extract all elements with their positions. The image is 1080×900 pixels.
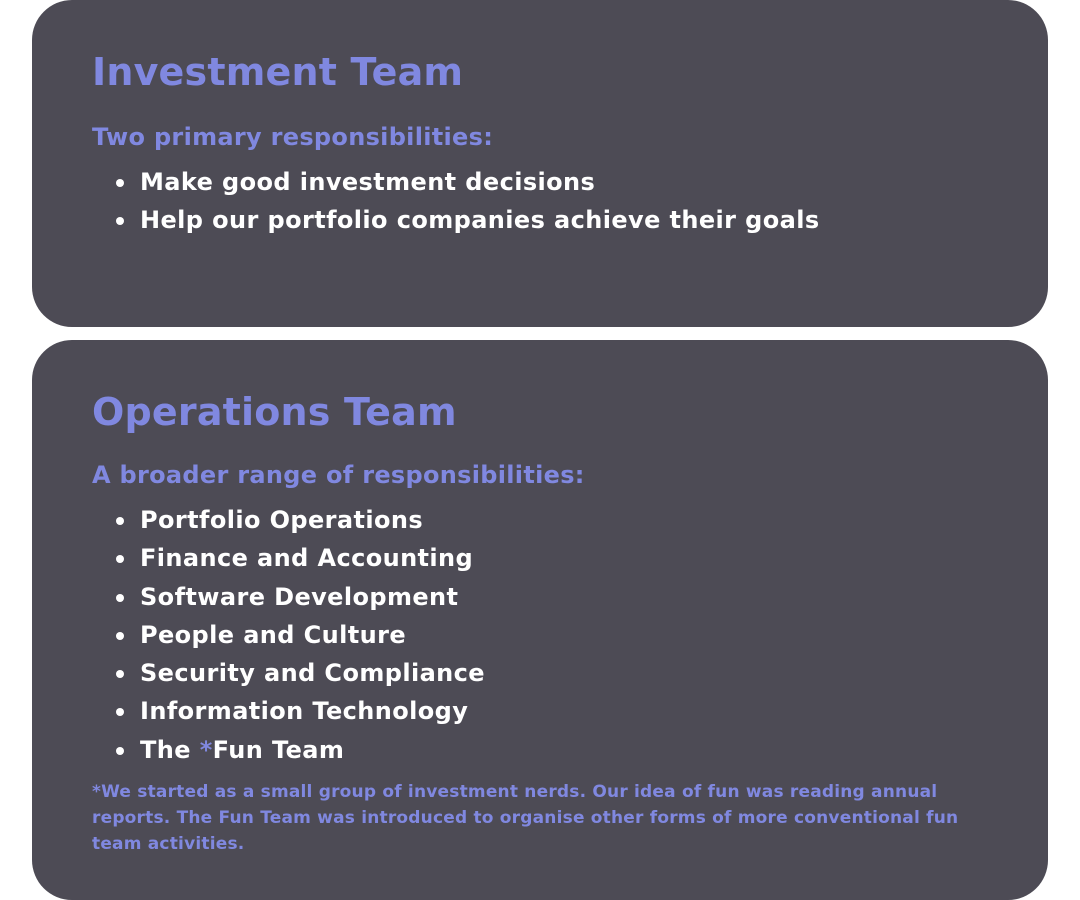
- operations-team-subtitle: A broader range of responsibilities:: [92, 461, 585, 489]
- investment-team-card: [32, 0, 1048, 327]
- bullet-icon: [116, 517, 124, 525]
- list-item: [92, 578, 988, 616]
- bullet-icon: [116, 632, 124, 640]
- fun-team-item: [92, 731, 988, 769]
- list-item-label: Make good investment decisions: [140, 168, 596, 196]
- list-item: [92, 163, 988, 201]
- list-item: [92, 616, 988, 654]
- list-item: [92, 539, 988, 577]
- list-item-label: Portfolio Operations: [140, 506, 424, 534]
- list-item-label: Information Technology: [140, 697, 469, 726]
- operations-responsibilities-list: [92, 501, 988, 769]
- list-item-label: People and Culture: [140, 620, 407, 649]
- investment-team-title: Investment Team: [92, 50, 464, 94]
- bullet-icon: [116, 708, 124, 716]
- bullet-icon: [116, 594, 124, 602]
- list-item: [92, 201, 988, 239]
- investment-responsibilities-list: [92, 163, 988, 240]
- list-item: [92, 692, 988, 730]
- list-item-label: Help our portfolio companies achieve their goals: [140, 206, 820, 235]
- fun-team-prefix: The: [140, 735, 200, 764]
- bullet-icon: [116, 747, 124, 755]
- bullet-icon: [116, 555, 124, 563]
- operations-team-card: [32, 340, 1048, 900]
- bullet-icon: [116, 217, 124, 225]
- list-item: [92, 501, 988, 539]
- bullet-icon: [116, 670, 124, 678]
- list-item-label: Security and Compliance: [140, 659, 485, 688]
- bullet-icon: [116, 179, 124, 187]
- footnote-marker: *: [199, 735, 213, 764]
- fun-team-label: Fun Team: [212, 735, 345, 764]
- fun-team-footnote: *We started as a small group of investment nerds. Our idea of fun was reading annual reports. The Fun Team was introduced to organise other forms of more conventional fun team activities.: [92, 782, 959, 855]
- list-item-label: Finance and Accounting: [140, 544, 474, 573]
- operations-team-title: Operations Team: [92, 390, 457, 434]
- list-item-label: Software Development: [140, 582, 459, 611]
- list-item: [92, 654, 988, 692]
- investment-team-subtitle: Two primary responsibilities:: [92, 123, 494, 151]
